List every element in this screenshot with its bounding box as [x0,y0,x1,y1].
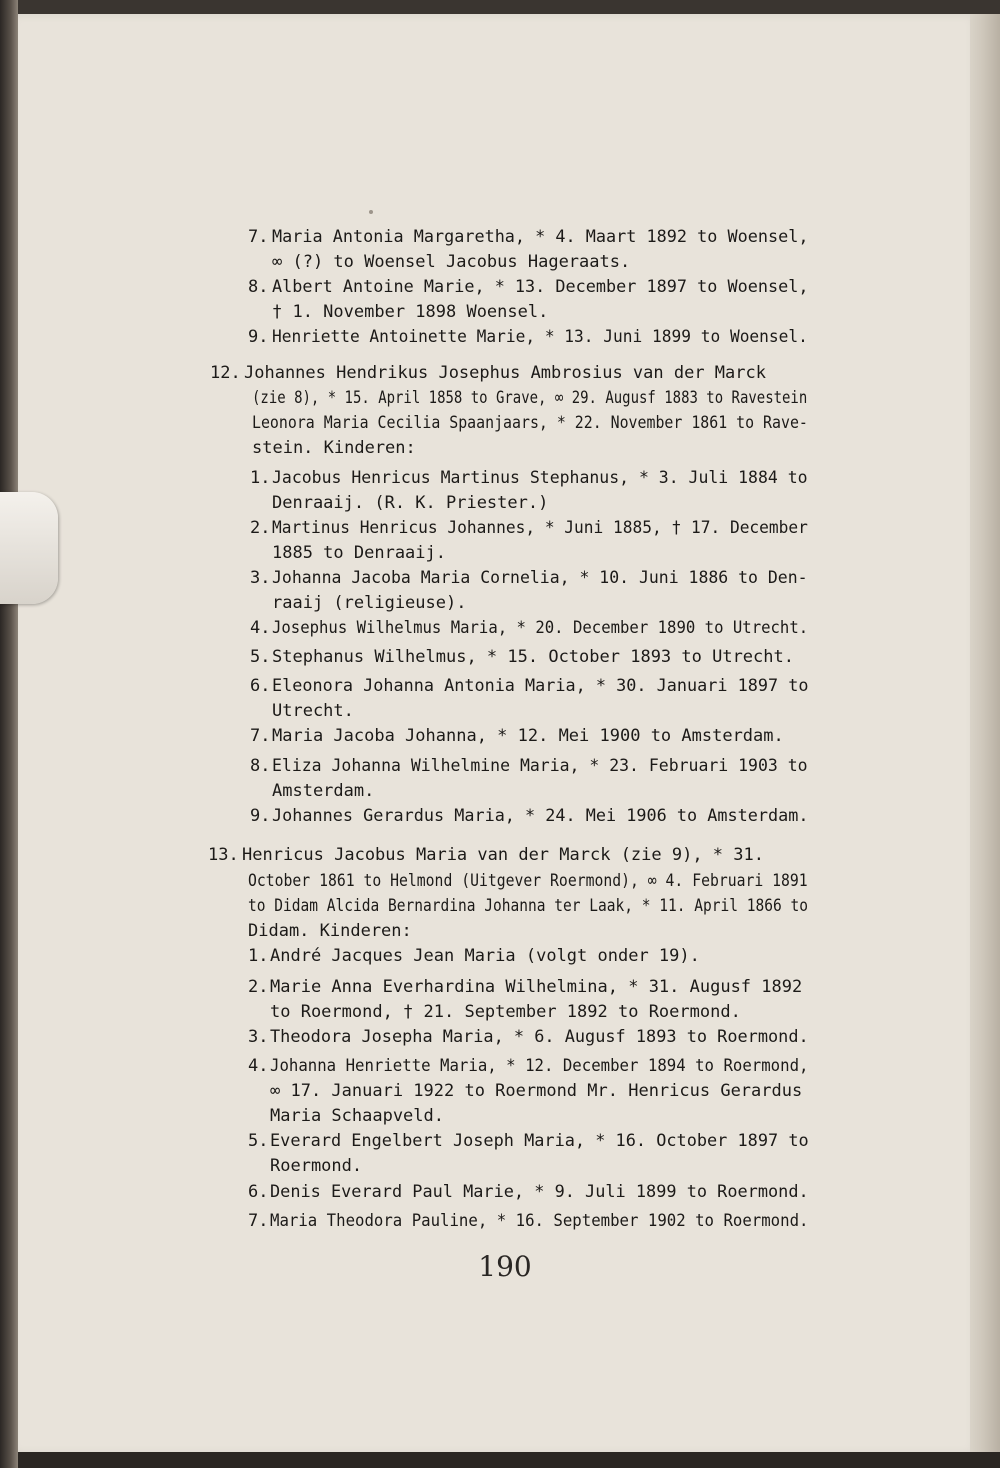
child-number: 1. [248,946,269,966]
child-number: 3. [248,1027,269,1047]
child-number: 5. [248,1131,269,1151]
section-line: stein. Kinderen: [252,438,416,458]
child-number: 3. [250,568,271,588]
child-line: Eleonora Johanna Antonia Maria, * 30. Januari 1897 to [272,676,809,696]
child-line: Maria Jacoba Johanna, * 12. Mei 1900 to Amsterdam. [272,726,784,746]
entry-line: ∞ (?) to Woensel Jacobus Hageraats. [272,252,631,272]
child-number: 4. [250,618,271,638]
child-line: raaij (religieuse). [272,593,467,613]
child-number: 5. [250,647,271,667]
child-number: 2. [248,977,269,997]
child-line: ∞ 17. Januari 1922 to Roermond Mr. Henricus Gerardus [270,1081,803,1101]
section-line: Didam. Kinderen: [248,921,412,941]
child-line: 1885 to Denraaij. [272,543,446,563]
child-line: Johannes Gerardus Maria, * 24. Mei 1906 to Amsterdam. [272,806,809,826]
child-line: Eliza Johanna Wilhelmine Maria, * 23. Februari 1903 to [272,756,808,776]
section-number: 12. [210,363,241,383]
child-line: Maria Schaapveld. [270,1106,444,1126]
child-number: 9. [250,806,271,826]
child-line: Johanna Jacoba Maria Cornelia, * 10. Juni 1886 to Den- [272,568,808,588]
child-line: Denraaij. (R. K. Priester.) [272,493,549,513]
entry-number: 9. [248,327,269,347]
entry-line: Maria Antonia Margaretha, * 4. Maart 1892 to Woensel, [272,227,809,247]
child-line: Stephanus Wilhelmus, * 15. October 1893 to Utrecht. [272,647,794,667]
child-number: 6. [248,1182,269,1202]
child-number: 7. [250,726,271,746]
child-line: Roermond. [270,1156,363,1176]
entry-number: 7. [248,227,269,247]
child-line: André Jacques Jean Maria (volgt onder 19). [270,946,700,966]
child-line: Utrecht. [272,701,354,721]
child-number: 4. [248,1056,269,1076]
section-line: to Didam Alcida Bernardina Johanna ter Laak, * 11. April 1866 to [248,896,809,916]
section-line: Henricus Jacobus Maria van der Marck (zie 9), * 31. [242,845,764,865]
child-line: Josephus Wilhelmus Maria, * 20. December 1890 to Utrecht. [272,618,809,638]
child-line: Johanna Henriette Maria, * 12. December 1894 to Roermond, [270,1056,809,1076]
section-line: October 1861 to Helmond (Uitgever Roermond), ∞ 4. Februari 1891 [248,871,808,891]
child-line: Denis Everard Paul Marie, * 9. Juli 1899 to Roermond. [270,1182,809,1202]
section-line: Leonora Maria Cecilia Spaanjaars, * 22. November 1861 to Rave- [252,413,808,433]
entry-number: 8. [248,277,269,297]
entry-line: Henriette Antoinette Marie, * 13. Juni 1899 to Woensel. [272,327,808,347]
child-line: Martinus Henricus Johannes, * Juni 1885, † 17. December [272,518,808,538]
child-line: Everard Engelbert Joseph Maria, * 16. October 1897 to [270,1131,809,1151]
child-line: Marie Anna Everhardina Wilhelmina, * 31. Augusf 1892 [270,977,803,997]
section-number: 13. [208,845,239,865]
child-number: 2. [250,518,271,538]
child-line: Maria Theodora Pauline, * 16. September 1902 to Roermond. [270,1211,809,1231]
child-line: to Roermond, † 21. September 1892 to Roermond. [270,1002,741,1022]
child-number: 8. [250,756,271,776]
child-number: 1. [250,468,271,488]
child-line: Amsterdam. [272,781,375,801]
section-line: (zie 8), * 15. April 1858 to Grave, ∞ 29. Augusf 1883 to Ravestein [252,388,808,408]
entry-line: † 1. November 1898 Woensel. [272,302,549,322]
section-line: Johannes Hendrikus Josephus Ambrosius van der Marck [244,363,766,383]
child-number: 7. [248,1211,269,1231]
child-line: Theodora Josepha Maria, * 6. Augusf 1893 to Roermond. [270,1027,809,1047]
page-number: 190 [478,1250,532,1283]
entry-line: Albert Antoine Marie, * 13. December 1897 to Woensel, [272,277,809,297]
child-line: Jacobus Henricus Martinus Stephanus, * 3. Juli 1884 to [272,468,808,488]
child-number: 6. [250,676,271,696]
